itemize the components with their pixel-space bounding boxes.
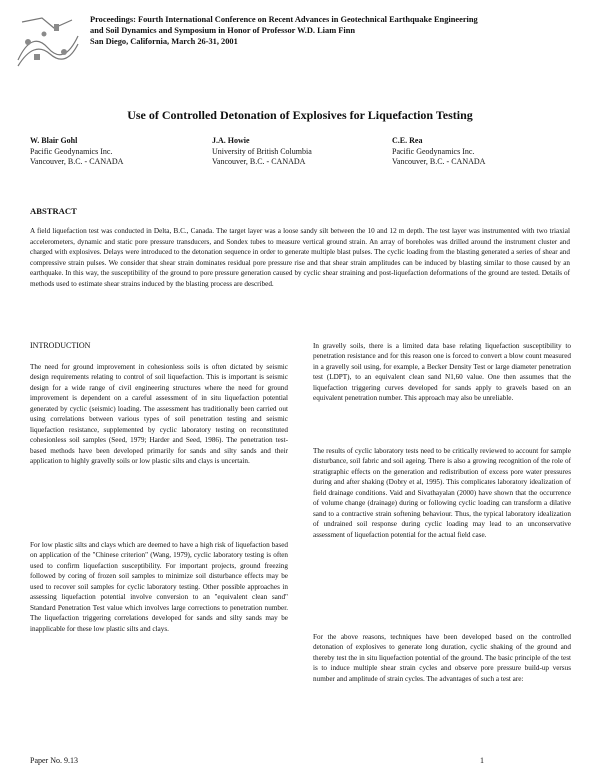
header-line-2: and Soil Dynamics and Symposium in Honor of Professor W.D. Liam Finn (90, 26, 356, 35)
header-line-1: Proceedings: Fourth International Conference on Recent Advances in Geotechnical Earthquake Engineering (90, 15, 478, 24)
abstract-heading: ABSTRACT (30, 206, 77, 216)
abstract-text: A field liquefaction test was conducted in Delta, B.C., Canada. The target layer was a loose sandy silt between the 10 and 12 m depth. The test layer was instrumented with two triaxial accelerometers, dynamic and static pore pressure transducers, and Sondex tubes to measure vertical ground strain. An array of boreholes was drilled around the instrument cluster and charged with explosives. Delays were introduced to the detonation sequence in order to generate multiple blast pulses. The cyclic loading from the blasting generated a series of shear and compressive strain pulses. We consider that shear strain dominates residual pore pressure rise and that shear strain amplitudes can be induced by blasting similar to those caused by an earthquake. In this way, the susceptibility of the ground to pore pressure generation caused by cyclic shear straining and post-liquefaction deformations of the ground are tested. Details of methods used to estimate shear strains induced by the blasting process are described. (30, 227, 570, 288)
proceedings-header (90, 14, 590, 47)
intro-right-paragraph-3: For the above reasons, techniques have been developed based on the controlled detonation of explosives to generate long duration, cyclic shaking of the ground and thereby test the in situ liquefaction potential of the ground. The basic principle of the test is to induce multiple shear strain cycles and observe pore pressure build-up versus number and amplitude of strain cycles. The advantages of such a test are: (313, 633, 571, 683)
paper-title: Use of Controlled Detonation of Explosives for Liquefaction Testing (127, 108, 473, 122)
author-location: Vancouver, B.C. - CANADA (392, 157, 486, 166)
author-3 (392, 136, 485, 168)
header-line-3: San Diego, California, March 26-31, 2001 (90, 37, 238, 46)
paper-number: Paper No. 9.13 (30, 756, 78, 765)
intro-right-paragraph-1: In gravelly soils, there is a limited data base relating liquefaction susceptibility to penetration resistance and for this reason one is forced to convert a blow count measured in a gravelly soil using, for example, a Becker Density Test or large diameter penetration test (LDPT), to an equivalent clean sand N1,60 value. One then assumes that the liquefaction triggering curves developed for sands apply to gravels based on an equivalent penetration number. This approach may also be unreliable. (313, 342, 571, 403)
author-name: W. Blair Gohl (30, 136, 78, 145)
conference-logo (14, 10, 82, 74)
author-location: Vancouver, B.C. - CANADA (212, 157, 306, 166)
introduction-heading: INTRODUCTION (30, 341, 91, 350)
intro-right-paragraph-2: The results of cyclic laboratory tests need to be critically reviewed to account for sample disturbance, soil fabric and soil ageing. There is also a growing recognition of the role of stratigraphic effects on the generation and redistribution of excess pore water pressures during and after shaking (Dobry et al, 1995). This complicates laboratory idealization of field drainage conditions. Vaid and Sivathayalan (2000) have shown that the occurrence of volume change (drainage) during or following cyclic loading can transform a dilative sand to a contractive strain softening behaviour. Thus, the typical laboratory idealization of undrained soil response during cyclic loading may lead to an unconservative assessment of liquefaction potential for the actual field case. (313, 447, 571, 539)
author-name: C.E. Rea (392, 136, 423, 145)
author-location: Vancouver, B.C. - CANADA (30, 157, 124, 166)
author-affiliation: University of British Columbia (212, 146, 312, 156)
author-1 (30, 136, 123, 168)
author-name: J.A. Howie (212, 136, 250, 145)
author-affiliation: Pacific Geodynamics Inc. (30, 146, 113, 156)
author-affiliation: Pacific Geodynamics Inc. (392, 146, 475, 156)
page-number: 1 (480, 756, 484, 765)
intro-left-paragraph-1: The need for ground improvement in cohesionless soils is often dictated by seismic design requirements relating to control of soil liquefaction. This is important is seismic design for a wide range of civil engineering structures where the need for ground improvement is dependent on a careful assessment of in situ liquefaction potential generated by cyclic (seismic) loading. The assessment has traditionally been carried out using correlations between various types of soil penetration testing and seismic liquefaction resistance, supplemented by cyclic laboratory testing on reconstituted cohesionless soil samples (Seed, 1979; Harder and Seed, 1986). The penetration test-based methods have been developed primarily for sands and silty sands and their application to highly gravelly soils or low plastic silts and clays is uncertain. (30, 363, 288, 466)
author-2 (212, 136, 312, 168)
intro-left-paragraph-2: For low plastic silts and clays which are deemed to have a high risk of liquefaction based on application of the "Chinese criterion" (Wang, 1979), cyclic laboratory testing is often used to confirm liquefaction susceptibility. For important projects, ground freezing followed by coring of frozen soil samples to minimize soil disturbance effects may be used to recover soil samples for cyclic laboratory testing. Other possible approaches in assessing liquefaction potential involve conversion to an "equivalent clean sand" Standard Penetration Test value which involves large corrections to penetration number. The liquefaction triggering correlations developed for sands and silty sands may be inapplicable for these low plastic silts and clays. (30, 541, 288, 633)
